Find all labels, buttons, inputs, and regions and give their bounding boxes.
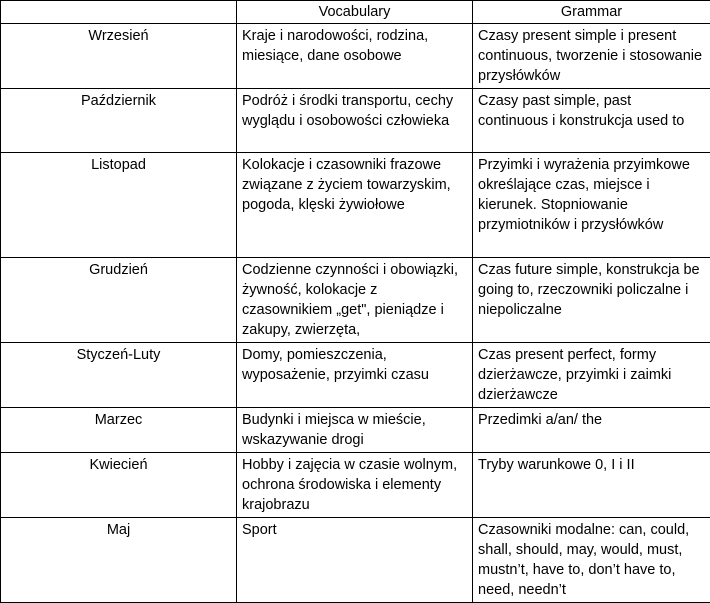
grammar-cell: Czasy present simple i present continuous, tworzenie i stosowanie przysłówków (473, 24, 710, 89)
table-row (1, 258, 710, 343)
grammar-cell: Czas present perfect, formy dzierżawcze, przyimki i zaimki dzierżawcze (473, 343, 710, 408)
table-row (1, 453, 710, 518)
vocabulary-cell: Hobby i zajęcia w czasie wolnym, ochrona środowiska i elementy krajobrazu (237, 453, 473, 518)
month-cell: Wrzesień (1, 24, 237, 89)
grammar-cell: Czas future simple, konstrukcja be going to, rzeczowniki policzalne i niepoliczalne (473, 258, 710, 343)
month-cell: Marzec (1, 408, 237, 453)
month-cell: Maj (1, 518, 237, 603)
month-column-header (1, 1, 237, 24)
table-row (1, 153, 710, 258)
grammar-cell: Przyimki i wyrażenia przyimkowe określające czas, miejsce i kierunek. Stopniowanie przymiotników i przysłówków (473, 153, 710, 258)
vocabulary-cell: Domy, pomieszczenia, wyposażenie, przyimki czasu (237, 343, 473, 408)
month-cell: Listopad (1, 153, 237, 258)
vocabulary-cell: Kraje i narodowości, rodzina, miesiące, dane osobowe (237, 24, 473, 89)
month-cell: Kwiecień (1, 453, 237, 518)
vocabulary-cell: Sport (237, 518, 473, 603)
grammar-column-header: Grammar (473, 1, 710, 24)
table-row (1, 24, 710, 89)
month-cell: Październik (1, 89, 237, 153)
grammar-cell: Tryby warunkowe 0, I i II (473, 453, 710, 518)
vocabulary-cell: Kolokacje i czasowniki frazowe związane z życiem towarzyskim, pogoda, klęski żywiołowe (237, 153, 473, 258)
vocabulary-cell: Budynki i miejsca w mieście, wskazywanie drogi (237, 408, 473, 453)
vocabulary-cell: Podróż i środki transportu, cechy wyglądu i osobowości człowieka (237, 89, 473, 153)
table-row (1, 408, 710, 453)
vocabulary-column-header: Vocabulary (237, 1, 473, 24)
table-row (1, 343, 710, 408)
table-row (1, 518, 710, 603)
vocabulary-cell: Codzienne czynności i obowiązki, żywność, kolokacje z czasownikiem „get", pieniądze i zakupy, zwierzęta, (237, 258, 473, 343)
grammar-cell: Czasy past simple, past continuous i konstrukcja used to (473, 89, 710, 153)
table-row (1, 89, 710, 153)
month-cell: Grudzień (1, 258, 237, 343)
header-row (1, 1, 710, 24)
grammar-cell: Czasowniki modalne: can, could, shall, should, may, would, must, mustn’t, have to, don’t have to, need, needn’t (473, 518, 710, 603)
grammar-cell: Przedimki a/an/ the (473, 408, 710, 453)
month-cell: Styczeń-Luty (1, 343, 237, 408)
